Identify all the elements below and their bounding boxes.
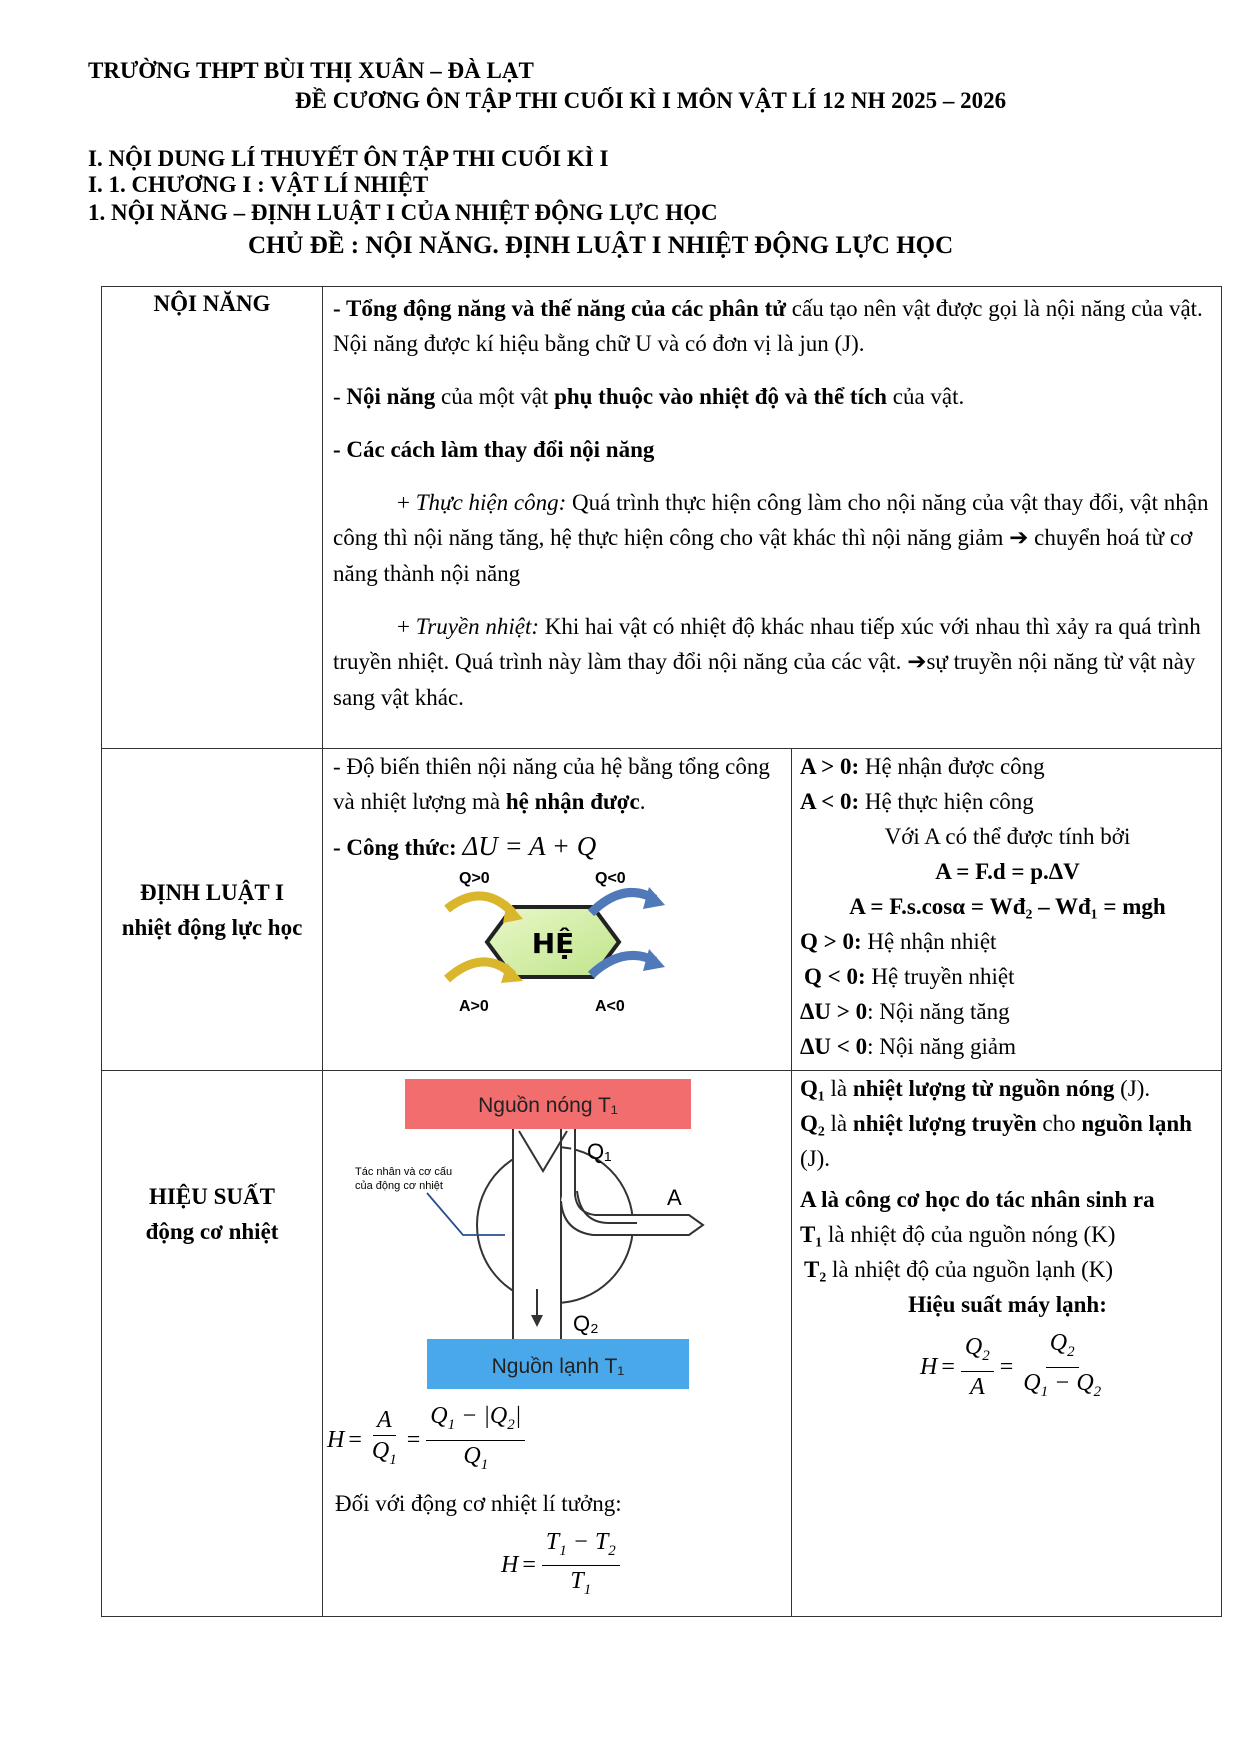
conv-bold: A < 0:: [800, 789, 860, 814]
def-work: A là công cơ học do tác nhân sinh ra: [800, 1187, 1155, 1212]
agent-label-line2: của động cơ nhiệt: [355, 1180, 443, 1192]
bold: nhiệt lượng từ nguồn nóng: [852, 1076, 1115, 1101]
text: .: [639, 789, 646, 814]
text: (J).: [1114, 1076, 1151, 1101]
conv-line: [800, 924, 1215, 959]
def-q2: [800, 1106, 1215, 1176]
section-heading-1: I. NỘI DUNG LÍ THUYẾT ÔN TẬP THI CUỐI KÌ I: [88, 146, 609, 171]
conv-line: [800, 784, 1215, 819]
work-formula-1: A = F.d = p.ΔV: [935, 859, 1080, 884]
system-label: HỆ: [531, 927, 575, 960]
internal-energy-content: [323, 287, 1222, 749]
conv-text: Hệ truyền nhiệt: [865, 964, 1015, 989]
ideal-engine-label: Đối với động cơ nhiệt lí tưởng:: [335, 1490, 622, 1516]
text: của một vật: [435, 384, 555, 409]
arrow-icon: ➔: [907, 649, 927, 675]
work-output-arrow-icon: [561, 1129, 703, 1235]
system-diagram: [443, 867, 683, 1017]
agent-pointer-icon: [427, 1193, 505, 1235]
bold: T₁: [800, 1222, 823, 1247]
conv-line: [800, 819, 1215, 854]
plus: +: [397, 490, 416, 515]
italic-term: Thực hiện công:: [415, 490, 567, 515]
text: chuyển hoá từ cơ năng thành nội năng: [333, 525, 1193, 586]
conv-text: Hệ nhận được công: [859, 754, 1045, 779]
text: là nhiệt độ của nguồn nóng (K): [822, 1222, 1116, 1247]
conv-text: : Nội năng tăng: [867, 999, 1010, 1024]
bold-term: Nội năng: [346, 384, 436, 409]
text: là: [824, 1076, 853, 1101]
fraction: $\frac{Q_2}{A}$: [961, 1332, 994, 1402]
q2-label: Q₂: [573, 1311, 599, 1336]
definition-text: cấu tạo nên vật được gọi là nội năng của vật. Nội năng được kí hiệu bằng chữ U và có đơn vị là jun (J).: [333, 296, 1203, 356]
italic-term: Truyền nhiệt:: [415, 614, 540, 639]
first-law-statement: [333, 749, 783, 819]
work-formula-2: A = F.s.cosα = Wđ₂ – Wđ₁ = mgh: [849, 894, 1166, 919]
dash: -: [333, 384, 347, 409]
conv-bold: Q < 0:: [804, 964, 866, 989]
conv-bold: ΔU > 0: [800, 999, 868, 1024]
work-label: A: [667, 1185, 682, 1210]
heat-engine-diagram: [337, 1075, 717, 1393]
plus: +: [397, 614, 416, 639]
conv-line: [800, 959, 1215, 994]
conv-line: [800, 749, 1215, 784]
def-t2: [800, 1252, 1215, 1287]
engine-efficiency-formula: H = $\frac{A}{Q_1}$ = $\frac{Q_1 - |Q_2|}{Q_1}$: [327, 1401, 791, 1480]
conv-bold: A > 0:: [800, 754, 860, 779]
formula-line: [333, 829, 783, 865]
cold-source-label: Nguồn lạnh T₁: [491, 1355, 625, 1378]
text: của vật.: [886, 384, 965, 409]
section-heading-2: I. 1. CHƯƠNG I : VẬT LÍ NHIỆT: [88, 172, 429, 197]
conv-line: [800, 854, 1215, 889]
hot-source-label: Nguồn nóng T₁: [478, 1094, 618, 1117]
agent-label-line1: Tác nhân và cơ cấu: [355, 1166, 453, 1178]
fridge-efficiency-label: Hiệu suất máy lạnh:: [908, 1292, 1107, 1317]
conv-text: Hệ thực hiện công: [859, 789, 1034, 814]
text: là nhiệt độ của nguồn lạnh (K): [826, 1257, 1114, 1282]
conv-line: [800, 994, 1215, 1029]
work-out-arrowhead: [643, 949, 665, 971]
efficiency-content: [323, 1071, 792, 1617]
bold: Q₂: [800, 1111, 825, 1136]
def-t1: [800, 1217, 1215, 1252]
bold: nguồn lạnh: [1081, 1111, 1192, 1136]
conv-line: [800, 889, 1215, 924]
text: - Độ biến thiên nội năng của hệ bằng tổng công và nhiệt lượng mà: [333, 754, 770, 814]
bold: T₂: [804, 1257, 827, 1282]
row-head-efficiency: [102, 1071, 323, 1617]
topic-heading: CHỦ ĐỀ : NỘI NĂNG. ĐỊNH LUẬT I NHIỆT ĐỘNG LỰC HỌC: [248, 232, 954, 259]
row-head-line1: ĐỊNH LUẬT I: [140, 879, 284, 905]
q1-label: Q₁: [587, 1139, 612, 1164]
row-head-internal-energy: [102, 287, 323, 749]
theory-table: [101, 286, 1222, 1617]
q-positive-label: Q>0: [459, 870, 490, 887]
text: (J).: [800, 1146, 831, 1171]
dependence-paragraph: [333, 379, 1209, 414]
school-name: TRƯỜNG THPT BÙI THỊ XUÂN – ĐÀ LẠT: [88, 58, 534, 83]
definition-paragraph: [333, 291, 1209, 361]
text: Khi hai vật có nhiệt độ khác nhau tiếp xúc với nhau thì xảy ra quá trình truyền nhiệt. Quá trình này làm thay đổi nội năng của các vật.: [333, 614, 1201, 674]
fraction: $\frac{A}{Q_1}$: [371, 1407, 397, 1469]
a-negative-label: A<0: [595, 998, 625, 1015]
conv-text: : Nội năng giảm: [867, 1034, 1016, 1059]
conv-bold: Q > 0:: [800, 929, 862, 954]
row-head-first-law: [102, 749, 323, 1071]
row-efficiency: [102, 1071, 1222, 1617]
bold-term: hệ nhận được: [505, 789, 640, 814]
arrow-icon: ➔: [1009, 525, 1029, 551]
row-internal-energy: [102, 287, 1222, 749]
first-law-content: [323, 749, 792, 1071]
text: là: [824, 1111, 853, 1136]
q-negative-label: Q<0: [595, 870, 626, 887]
ideal-efficiency-formula: H = $\frac{T_1 - T_2}{T_1}$: [501, 1527, 791, 1606]
bold: nhiệt lượng truyền: [852, 1111, 1037, 1136]
section-heading-3: 1. NỘI NĂNG – ĐỊNH LUẬT I CỦA NHIỆT ĐỘNG LỰC HỌC: [88, 200, 718, 225]
a-positive-label: A>0: [459, 998, 489, 1015]
heat-paragraph: [333, 609, 1209, 715]
fraction: $\frac{Q_1 - |Q_2|}{Q_1}$: [426, 1401, 525, 1480]
efficiency-definitions: [792, 1071, 1222, 1617]
fraction: $\frac{T_1 - T_2}{T_1}$: [542, 1527, 620, 1606]
def-q1: [800, 1071, 1215, 1106]
conv-bold: ΔU < 0: [800, 1034, 868, 1059]
row-head-label: NỘI NĂNG: [153, 291, 271, 316]
row-first-law: [102, 749, 1222, 1071]
fridge-efficiency-formula: H = $\frac{Q_2}{A}$ = $\frac{Q_2}{Q_1 - Q_2}$: [920, 1328, 1215, 1407]
heat-in-arrow-icon: [447, 896, 513, 913]
conv-text: Hệ nhận nhiệt: [861, 929, 997, 954]
fraction: $\frac{Q_2}{Q_1 - Q_2}$: [1023, 1330, 1102, 1400]
first-law-formula: ΔU = A + Q: [462, 831, 597, 861]
ways-heading: - Các cách làm thay đổi nội năng: [333, 437, 655, 462]
bold: Q₁: [800, 1076, 825, 1101]
document-title: ĐỀ CƯƠNG ÔN TẬP THI CUỐI KÌ I MÔN VẬT LÍ 12 NH 2025 – 2026: [295, 88, 1007, 113]
formula-label: - Công thức:: [333, 835, 463, 860]
conv-line: [800, 1029, 1215, 1064]
definition-bold: - Tổng động năng và thế năng của các phân tử: [333, 296, 787, 321]
row-head-line2: nhiệt động lực học: [121, 914, 303, 940]
text: cho: [1036, 1111, 1082, 1136]
sign-conventions: [792, 749, 1222, 1071]
conv-text: Với A có thể được tính bởi: [884, 824, 1131, 849]
text: sự truyền nội năng từ vật này sang vật khác.: [333, 649, 1196, 710]
bold-term: phụ thuộc vào nhiệt độ và thể tích: [554, 384, 887, 409]
row-head-line2: động cơ nhiệt: [145, 1219, 279, 1244]
text: Quá trình thực hiện công làm cho nội năng của vật thay đổi, vật nhận công thì nội năng tăng, hệ thực hiện công cho vật khác thì nội năng giảm: [333, 490, 1209, 550]
work-paragraph: [333, 485, 1209, 591]
row-head-line1: HIỆU SUẤT: [149, 1184, 275, 1209]
